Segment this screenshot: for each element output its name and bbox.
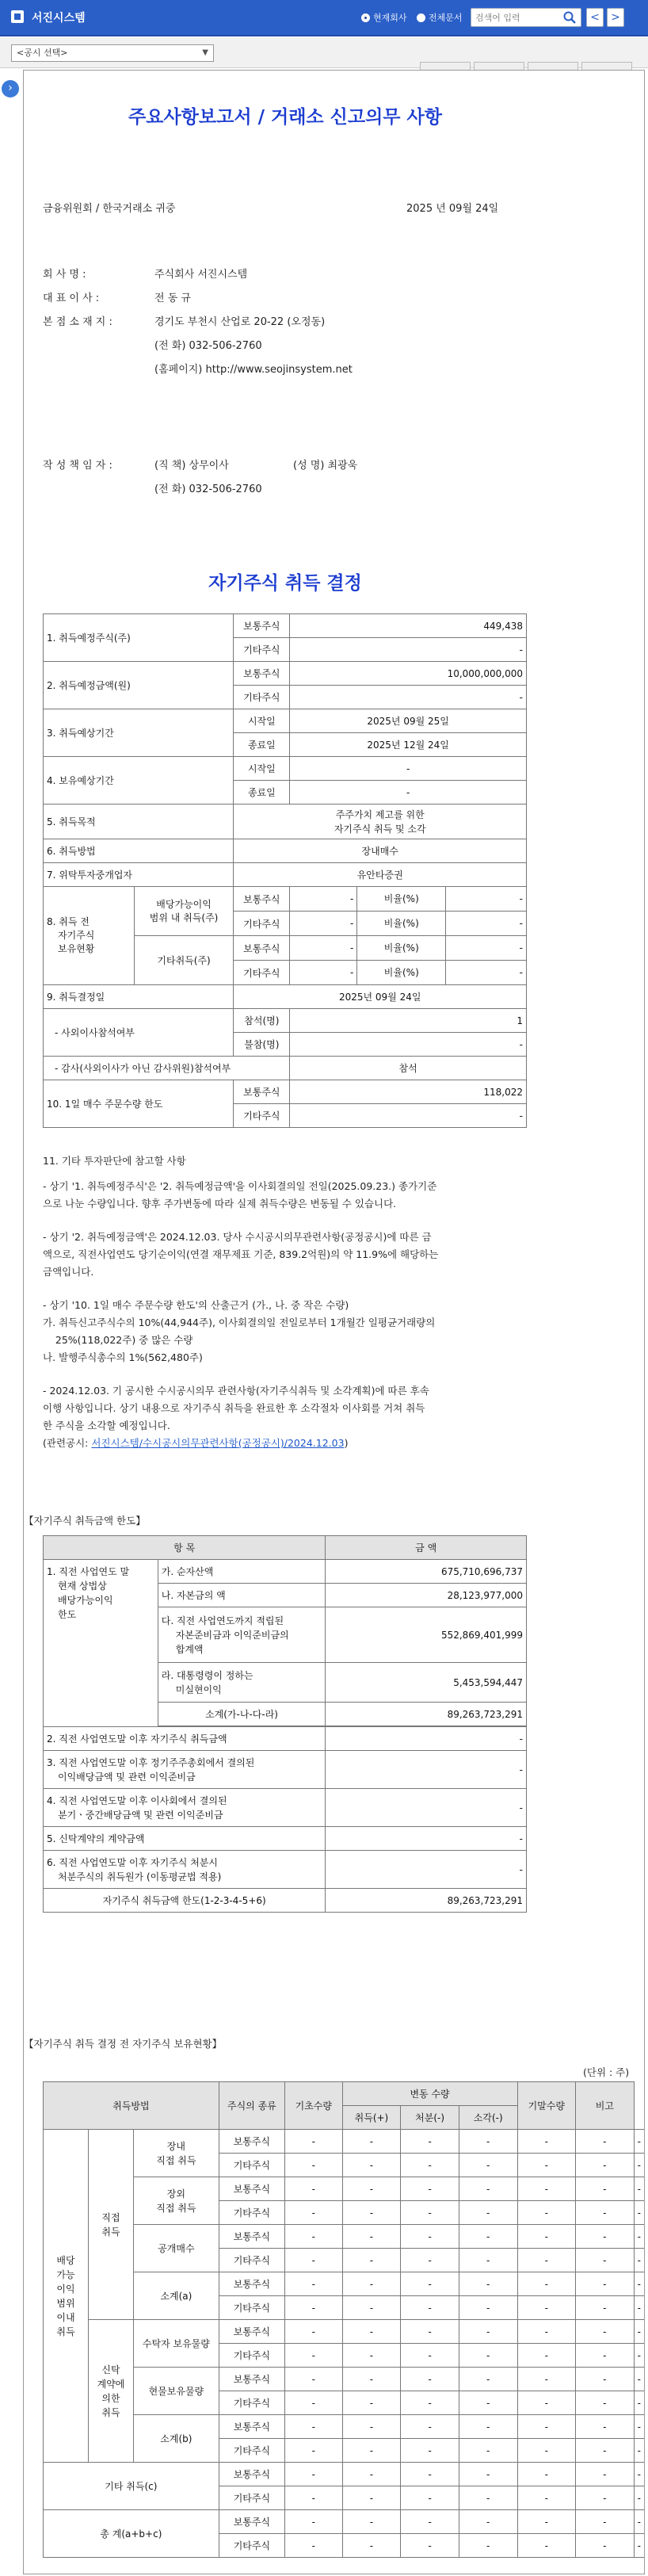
radio-icon bbox=[417, 13, 425, 22]
report-title: 주요사항보고서 / 거래소 신고의무 사항 bbox=[128, 106, 442, 128]
table-row: 기타주식 - - - - - - - bbox=[44, 2486, 645, 2510]
company-label: 회 사 명 : bbox=[43, 269, 86, 281]
holding-caption: 【자기주식 취득 결정 전 자기주식 보유현황】 bbox=[24, 2038, 223, 2050]
table-row: 4. 직전 사업연도말 이후 이사회에서 결의된 분기ㆍ중간배당금액 및 관련 이익준비금 - bbox=[44, 1789, 527, 1827]
table-row: 기타주식 - 비율(%) - bbox=[44, 912, 527, 936]
app-logo-icon bbox=[11, 10, 24, 23]
table-row: 기타주식 - - - - - - - bbox=[44, 2154, 645, 2177]
note-line: - 2024.12.03. 기 공시한 수시공시의무 관련사항(자기주식취득 및 소각계획)에 따른 후속 bbox=[43, 1385, 429, 1397]
treasury-stock-holdings-table bbox=[43, 2081, 645, 2558]
writer-telephone: (전 화) 032-506-2760 bbox=[154, 483, 262, 495]
table-row: 기타주식 - - - - - - - bbox=[44, 2296, 645, 2320]
table-row: 다. 직전 사업연도까지 적립된 자본준비금과 이익준비금의 합계액 552,869,401,999 bbox=[44, 1607, 527, 1663]
table-row: 5. 신탁계약의 계약금액 - bbox=[44, 1827, 527, 1851]
note-line: 액으로, 직전사업연도 당기순이익(연결 재무제표 기준, 839.2억원)의 약 11.9%에 해당하는 bbox=[43, 1248, 439, 1260]
table-row: 2. 취득예정금액(원) 보통주식 10,000,000,000 bbox=[44, 662, 527, 686]
ceo-name: 전 동 규 bbox=[154, 292, 191, 304]
sidebar-toggle-button[interactable] bbox=[2, 80, 19, 97]
table-row: 소계(b) 보통주식 - - - - - - - bbox=[44, 2415, 645, 2439]
table-row: 1. 취득예정주식(주) 보통주식 449,438 bbox=[44, 614, 527, 638]
table-row: 기타주식 - bbox=[44, 1104, 527, 1128]
search-icon bbox=[562, 10, 577, 25]
table-row: 현물보유물량 보통주식 - - - - - - - bbox=[44, 2368, 645, 2391]
table-row: - 사외이사참석여부 참석(명) 1 bbox=[44, 1009, 527, 1033]
table-row: 기타주식 - bbox=[44, 638, 527, 662]
table-row: 8. 취득 전 자기주식 보유현황 배당가능이익 범위 내 취득(주) 보통주식 - 비율(%) - bbox=[44, 887, 527, 912]
table-row: 기타주식 - - - - - - - bbox=[44, 2534, 645, 2558]
related-disclosure: (관련공시: 서진시스템/수시공시의무관련사항(공정공시)/2024.12.03) bbox=[43, 1437, 349, 1449]
scope-all-documents[interactable]: 전체문서 bbox=[417, 11, 463, 24]
note-line: 이행 사항입니다. 상기 내용으로 자기주식 취득을 완료한 후 소각절차 이사회를 거쳐 취득 bbox=[43, 1402, 425, 1414]
table-row: 4. 보유예상기간 시작일 - bbox=[44, 757, 527, 781]
table-row: 총 계(a+b+c) 보통주식 - - - - - - - bbox=[44, 2510, 645, 2534]
search-input[interactable] bbox=[475, 11, 558, 25]
table-row: 기타주식 - bbox=[44, 686, 527, 709]
table-row: 기타주식 - - - - - - - bbox=[44, 2201, 645, 2225]
next-button[interactable]: > bbox=[607, 8, 624, 27]
writer-name: (성 명) 최광욱 bbox=[293, 460, 358, 472]
table-row: 불참(명) - bbox=[44, 1033, 527, 1057]
table-row: 3. 취득예상기간 시작일 2025년 09월 25일 bbox=[44, 709, 527, 733]
scope-current-company[interactable]: 현재회사 bbox=[361, 11, 407, 24]
notes-heading: 11. 기타 투자판단에 참고할 사항 bbox=[43, 1155, 186, 1167]
table-row: - 감사(사외이사가 아닌 감사위원)참석여부 참석 bbox=[44, 1057, 527, 1080]
note-line: - 상기 '1. 취득예정주식'은 '2. 취득예정금액'을 이사회결의일 전일(2025.09.23.) 종가기준 bbox=[43, 1180, 437, 1192]
table-row: 기타주식 - 비율(%) - bbox=[44, 961, 527, 985]
related-disclosure-link[interactable]: 서진시스템/수시공시의무관련사항(공정공시)/2024.12.03 bbox=[91, 1437, 345, 1449]
note-line: - 상기 '10. 1일 매수 주문수량 한도'의 산출근거 (가., 나. 중 작은 수량) bbox=[43, 1299, 349, 1311]
table-row: 취득방법 주식의 종류 기초수량 변동 수량 기말수량 비고 bbox=[44, 2082, 645, 2106]
table-row: 5. 취득목적 주주가치 제고를 위한 자기주식 취득 및 소각 bbox=[44, 805, 527, 839]
note-line: - 상기 '2. 취득예정금액'은 2024.12.03. 당사 수시공시의무관련사항(공정공시)에 따른 금 bbox=[43, 1231, 432, 1243]
chevron-down-icon: ▼ bbox=[202, 48, 208, 57]
table-row: 종료일 2025년 12월 24일 bbox=[44, 733, 527, 757]
table-row: 라. 대통령령이 정하는 미실현이익 5,453,594,447 bbox=[44, 1663, 527, 1703]
table-row: 소계(a) 보통주식 - - - - - - - bbox=[44, 2272, 645, 2296]
search-box bbox=[471, 8, 581, 27]
table-row: 3. 직전 사업연도말 이후 정기주주총회에서 결의된 이익배당금액 및 관련 이익준비금 - bbox=[44, 1751, 527, 1789]
table-row: 종료일 - bbox=[44, 781, 527, 805]
report-date: 2025 년 09월 24일 bbox=[406, 203, 499, 215]
table-row: 항 목 금 액 bbox=[44, 1536, 527, 1560]
limit-caption: 【자기주식 취득금액 한도】 bbox=[24, 1515, 146, 1527]
homepage: (홈페이지) http://www.seojinsystem.net bbox=[154, 364, 353, 376]
note-line: 가. 취득신고주식수의 10%(44,944주), 이사회결의일 전일로부터 1개월간 일평균거래량의 bbox=[43, 1317, 436, 1328]
table-row: 7. 위탁투자중개업자 유안타증권 bbox=[44, 863, 527, 887]
table-row: 2. 직전 사업연도말 이후 자기주식 취득금액 - bbox=[44, 1727, 527, 1751]
decision-title: 자기주식 취득 결정 bbox=[208, 572, 362, 594]
document-select[interactable]: <공시 선택> ▼ bbox=[11, 44, 214, 62]
company-name: 주식회사 서진시스템 bbox=[154, 269, 248, 281]
decision-table bbox=[43, 613, 527, 1128]
table-row: 배당 가능 이익 범위 이내 취득 직접 취득 장내 직접 취득 보통주식 - - - - - - - bbox=[44, 2130, 645, 2154]
table-row: 장외 직접 취득 보통주식 - - - - - - - bbox=[44, 2177, 645, 2201]
telephone: (전 화) 032-506-2760 bbox=[154, 340, 262, 352]
table-row: 소계(가-나-다-라) 89,263,723,291 bbox=[44, 1703, 527, 1726]
table-row: 기타 취득(c) 보통주식 - - - - - - - bbox=[44, 2463, 645, 2486]
address: 경기도 부천시 산업로 20-22 (오정동) bbox=[154, 316, 326, 328]
table-row: 공개매수 보통주식 - - - - - - - bbox=[44, 2225, 645, 2249]
prev-button[interactable]: < bbox=[586, 8, 604, 27]
acquisition-limit-table bbox=[43, 1535, 527, 1913]
table-row: 자기주식 취득금액 한도(1-2-3-4-5+6) 89,263,723,291 bbox=[44, 1889, 527, 1913]
note-line: 금액입니다. bbox=[43, 1266, 94, 1278]
table-row: 6. 직전 사업연도말 이후 자기주식 처분시 처분주식의 취득원가 (이동평균법 적용) - bbox=[44, 1851, 527, 1889]
unit-label: (단위 : 주) bbox=[583, 2066, 630, 2078]
writer-label: 작 성 책 임 자 : bbox=[43, 460, 112, 472]
top-bar bbox=[0, 0, 648, 36]
table-row: 9. 취득결정일 2025년 09월 24일 bbox=[44, 985, 527, 1009]
table-row: 기타주식 - - - - - - - bbox=[44, 2439, 645, 2463]
note-line: 나. 발행주식총수의 1%(562,480주) bbox=[43, 1351, 203, 1363]
note-line: 25%(118,022주) 중 많은 수량 bbox=[43, 1334, 193, 1346]
note-line: 으로 나눈 수량입니다. 향후 주가변동에 따라 실제 취득수량은 변동될 수 있습니다. bbox=[43, 1198, 397, 1210]
table-row: 나. 자본금의 액 28,123,977,000 bbox=[44, 1584, 527, 1607]
table-row: 기타취득(주) 보통주식 - 비율(%) - bbox=[44, 936, 527, 961]
document-viewer bbox=[23, 70, 645, 2574]
ceo-label: 대 표 이 사 : bbox=[43, 292, 100, 304]
note-line: 한 주식을 소각할 예정입니다. bbox=[43, 1420, 170, 1431]
table-row: 기타주식 - - - - - - - bbox=[44, 2249, 645, 2272]
table-row: 10. 1일 매수 주문수량 한도 보통주식 118,022 bbox=[44, 1080, 527, 1104]
app-title: 서진시스템 bbox=[32, 12, 86, 25]
table-row: 취득(+) 처분(-) 소각(-) bbox=[44, 2106, 645, 2130]
table-row: 신탁 계약에 의한 취득 수탁자 보유물량 보통주식 - - - - - - - bbox=[44, 2320, 645, 2344]
search-button[interactable] bbox=[562, 10, 578, 25]
table-row: 기타주식 - - - - - - - bbox=[44, 2344, 645, 2368]
address-label: 본 점 소 재 지 : bbox=[43, 316, 112, 328]
writer-position: (직 책) 상무이사 bbox=[154, 460, 229, 472]
radio-selected-icon bbox=[361, 13, 370, 22]
table-row: 기타주식 - - - - - - - bbox=[44, 2391, 645, 2415]
chevron-right-icon: › bbox=[8, 82, 13, 94]
table-row: 6. 취득방법 장내매수 bbox=[44, 839, 527, 863]
recipient: 금융위원회 / 한국거래소 귀중 bbox=[43, 203, 176, 215]
table-row: 1. 직전 사업연도 말 현재 상법상 배당가능이익 한도 가. 순자산액 675,710,696,737 bbox=[44, 1560, 527, 1584]
